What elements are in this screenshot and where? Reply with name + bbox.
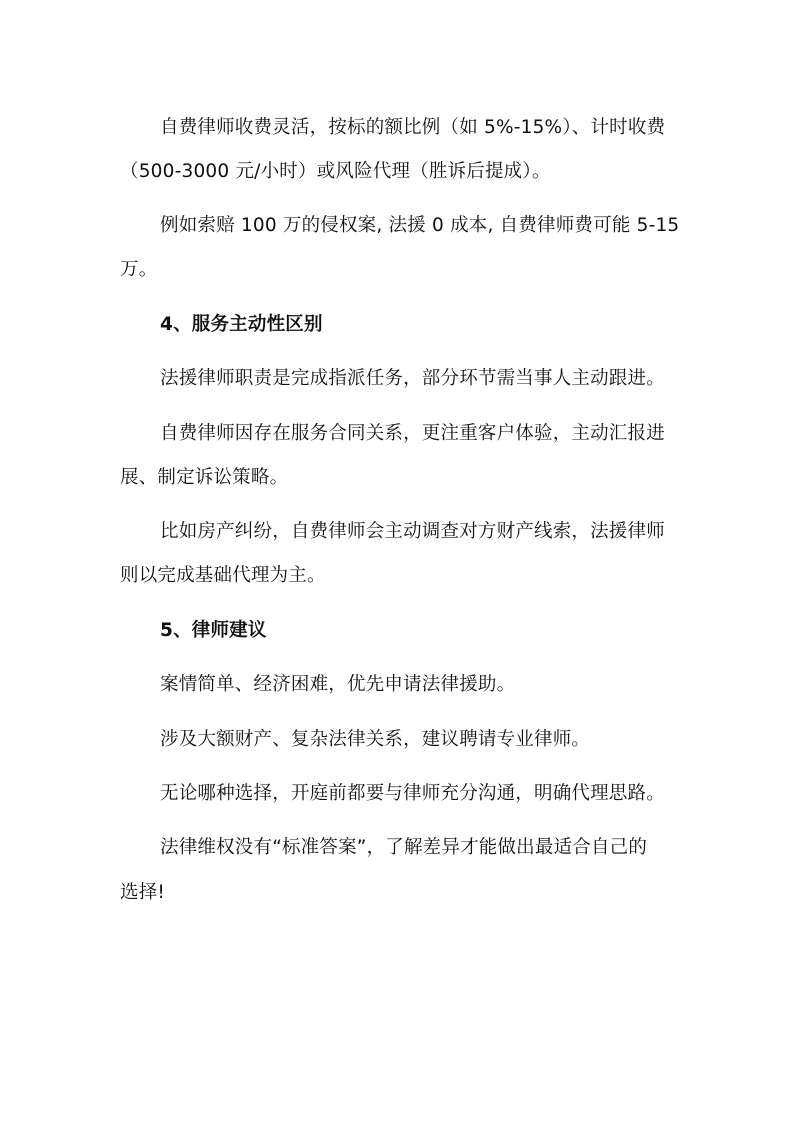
- paragraph-line: 则以完成基础代理为主。: [120, 565, 326, 586]
- paragraph-line: 万。: [120, 259, 158, 280]
- paragraph-line: 案情简单、经济困难，优先申请法律援助。: [160, 674, 516, 695]
- section-heading: 4、服务主动性区别: [160, 314, 323, 335]
- paragraph-line: 选择!: [120, 882, 166, 903]
- section-heading: 5、律师建议: [160, 620, 267, 641]
- paragraph-line: 无论哪种选择，开庭前都要与律师充分沟通，明确代理思路。: [160, 783, 665, 804]
- paragraph-line: 例如索赔 100 万的侵权案, 法援 0 成本, 自费律师费可能 5-15: [160, 215, 680, 236]
- paragraph-line: 展、制定诉讼策略。: [120, 467, 289, 488]
- paragraph-line: 自费律师因存在服务合同关系，更注重客户体验，主动汇报进: [160, 423, 665, 444]
- paragraph-line: 法律维权没有“标准答案”，了解差异才能做出最适合自己的: [160, 837, 648, 858]
- paragraph-line: 比如房产纠纷，自费律师会主动调查对方财产线索，法援律师: [160, 521, 665, 542]
- paragraph-line: 涉及大额财产、复杂法律关系，建议聘请专业律师。: [160, 729, 591, 750]
- paragraph-line: 法援律师职责是完成指派任务，部分环节需当事人主动跟进。: [160, 368, 665, 389]
- paragraph-line: 自费律师收费灵活，按标的额比例（如 5%-15%）、计时收费: [160, 117, 666, 138]
- paragraph-line: （500-3000 元/小时）或风险代理（胜诉后提成）。: [120, 161, 551, 182]
